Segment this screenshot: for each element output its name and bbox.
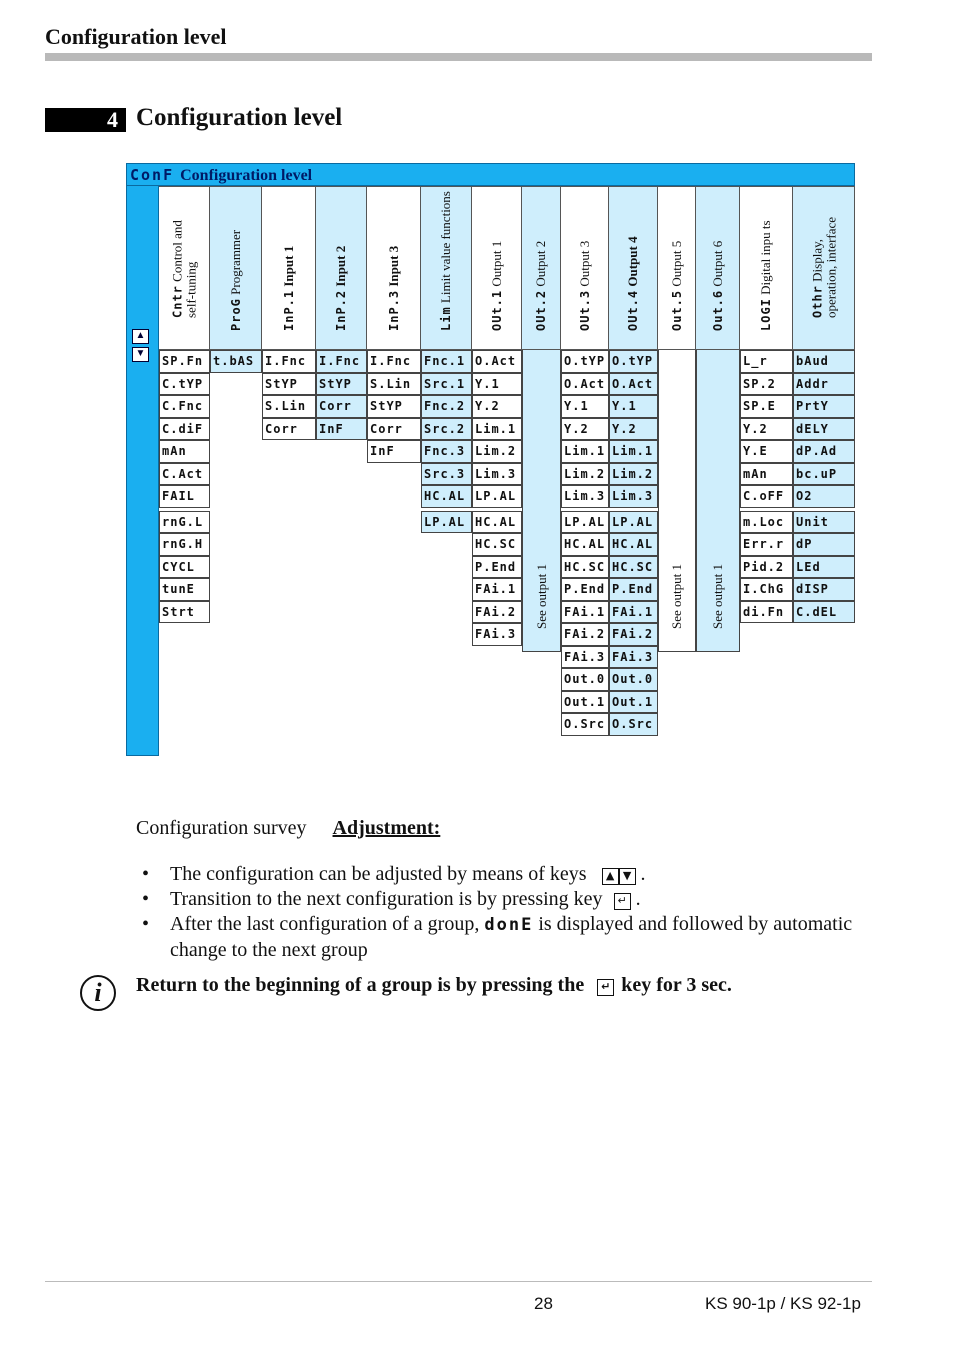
- parameter-cell: HC.AL: [472, 511, 522, 534]
- column-code: Cntr: [170, 285, 185, 318]
- parameter-cell: P.End: [609, 578, 658, 601]
- parameter-cell: Out.1: [561, 691, 609, 714]
- down-key-icon: ▼: [619, 868, 636, 885]
- footer-rule: [45, 1281, 872, 1282]
- bullet-text: After the last configuration of a group,: [170, 913, 480, 935]
- parameter-cell: t.bAS: [210, 350, 262, 373]
- column-header-text: [387, 246, 401, 331]
- column-code: OUt.4: [626, 289, 640, 331]
- bullet-text: Transition to the next configuration is by pressing key: [170, 888, 603, 910]
- page-number: 28: [534, 1294, 553, 1313]
- column-label-2: operation, interface: [823, 216, 838, 318]
- parameter-cell: P.End: [472, 556, 522, 579]
- enter-key-icon: ↵: [597, 979, 614, 996]
- see-output-text: See output 1: [710, 564, 725, 629]
- parameter-cell: Fnc.1: [421, 350, 472, 373]
- parameter-cell: O.Act: [472, 350, 522, 373]
- column-label: Output 5: [668, 240, 684, 290]
- column-header-text: [171, 220, 198, 318]
- parameter-cell: I.Fnc: [316, 350, 367, 373]
- parameter-cell: FAi.1: [561, 601, 609, 624]
- column-code: OUt.3: [577, 289, 592, 331]
- column-header-text: [626, 236, 640, 331]
- navigation-column: [126, 186, 159, 756]
- column-header-line: [810, 239, 824, 318]
- parameter-cell: StYP: [367, 395, 421, 418]
- parameter-cell: Pid.2: [740, 556, 793, 579]
- parameter-cell: Y.1: [561, 395, 609, 418]
- parameter-cell: FAi.3: [472, 623, 522, 646]
- parameter-cell: Unit: [793, 511, 855, 534]
- parameter-cell: SP.Fn: [159, 350, 210, 373]
- column-header: [421, 186, 472, 350]
- parameter-cell: LP.AL: [561, 511, 609, 534]
- parameter-cell: HC.AL: [561, 533, 609, 556]
- column-header: [472, 186, 522, 350]
- column-header-line: [670, 241, 684, 331]
- parameter-cell: StYP: [262, 373, 316, 396]
- parameter-cell: StYP: [316, 373, 367, 396]
- column-label: Control and: [169, 220, 185, 286]
- parameter-cell: I.Fnc: [367, 350, 421, 373]
- list-item: [136, 912, 856, 963]
- bullet-text: is displayed and followed by automatic change to the next group: [170, 913, 853, 961]
- column-header-line: [171, 220, 185, 318]
- column-header-text: [490, 241, 504, 331]
- column-header-line: [711, 241, 725, 331]
- parameter-cell: Lim.3: [609, 485, 658, 508]
- down-arrow-icon: ▼: [132, 347, 149, 362]
- column-header-line: [282, 246, 296, 331]
- parameter-cell: Out.1: [609, 691, 658, 714]
- column-header-line: [759, 220, 773, 331]
- parameter-cell: rnG.H: [159, 533, 210, 556]
- column-code: Othr: [810, 285, 824, 318]
- column-label: Limit value functions: [438, 191, 453, 307]
- column-header-line: [229, 230, 243, 331]
- column-header: [658, 186, 696, 350]
- column-label: Input 2: [333, 245, 348, 290]
- parameter-cell: I.ChG: [740, 578, 793, 601]
- list-item: [136, 862, 856, 887]
- parameter-cell: HC.SC: [472, 533, 522, 556]
- parameter-cell: InF: [367, 440, 421, 463]
- column-header-text: [334, 246, 348, 331]
- column-header-text: [229, 230, 243, 331]
- note-text: key for 3 sec.: [621, 974, 732, 996]
- bullet-end: .: [640, 863, 646, 885]
- parameter-cell: SP.E: [740, 395, 793, 418]
- parameter-cell: P.End: [561, 578, 609, 601]
- parameter-cell: Src.3: [421, 463, 472, 486]
- column-label: Output 6: [709, 240, 725, 290]
- parameter-cell: O.Src: [609, 713, 658, 736]
- column-label: Input 1: [280, 245, 296, 290]
- parameter-cell: m.Loc: [740, 511, 793, 534]
- parameter-cell: C.diF: [159, 418, 210, 441]
- parameter-cell: LP.AL: [609, 511, 658, 534]
- parameter-cell: C.tYP: [159, 373, 210, 396]
- parameter-cell: Y.1: [472, 373, 522, 396]
- column-header: [316, 186, 367, 350]
- parameter-cell: O2: [793, 485, 855, 508]
- column-header: [522, 186, 561, 350]
- parameter-cell: O.Src: [561, 713, 609, 736]
- parameter-cell: FAi.2: [561, 623, 609, 646]
- parameter-cell: Lim.2: [472, 440, 522, 463]
- column-header-line: [387, 246, 401, 331]
- parameter-cell: FAIL: [159, 485, 210, 508]
- parameter-cell: O.Act: [609, 373, 658, 396]
- parameter-cell: Fnc.2: [421, 395, 472, 418]
- parameter-cell: LEd: [793, 556, 855, 579]
- parameter-cell: Y.2: [609, 418, 658, 441]
- parameter-cell: SP.2: [740, 373, 793, 396]
- running-header-title: Configuration level: [45, 24, 227, 49]
- column-header: [561, 186, 609, 350]
- table-header: [126, 163, 855, 186]
- parameter-cell: Src.1: [421, 373, 472, 396]
- parameter-cell: Y.2: [561, 418, 609, 441]
- adjustment-heading: Adjustment:: [332, 817, 441, 839]
- parameter-cell: FAi.2: [472, 601, 522, 624]
- parameter-cell: Lim.2: [561, 463, 609, 486]
- conf-label: Configuration level: [180, 167, 313, 184]
- parameter-cell: HC.AL: [421, 485, 472, 508]
- parameter-cell: C.dEL: [793, 601, 855, 624]
- section-number: 4: [45, 108, 126, 132]
- list-item: [136, 887, 856, 912]
- column-header-line: [439, 191, 453, 331]
- column-label: Output 3: [576, 240, 592, 290]
- parameter-cell: Out.0: [561, 668, 609, 691]
- model-name: KS 90-1p / KS 92-1p: [705, 1294, 861, 1313]
- configuration-survey: [136, 817, 440, 840]
- column-code: OUt.1: [489, 289, 504, 331]
- column-header-text: [578, 241, 592, 331]
- enter-key-icon: ↵: [614, 893, 631, 910]
- column-header-line: [490, 241, 504, 331]
- see-output-cell: [696, 350, 740, 652]
- parameter-cell: FAi.1: [609, 601, 658, 624]
- parameter-cell: Corr: [316, 395, 367, 418]
- column-header: [740, 186, 793, 350]
- parameter-cell: HC.AL: [609, 533, 658, 556]
- parameter-cell: LP.AL: [472, 485, 522, 508]
- parameter-cell: Corr: [262, 418, 316, 441]
- see-output-text: See output 1: [533, 564, 549, 629]
- parameter-cell: di.Fn: [740, 601, 793, 624]
- parameter-cell: O.Act: [561, 373, 609, 396]
- column-label: Programmer: [227, 229, 243, 299]
- column-header-text: [810, 217, 837, 318]
- column-header-text: [759, 220, 773, 331]
- info-icon: i: [80, 975, 116, 1011]
- parameter-cell: FAi.3: [561, 646, 609, 669]
- column-header: [696, 186, 740, 350]
- parameter-cell: Lim.1: [561, 440, 609, 463]
- column-code: Out.5: [669, 289, 684, 331]
- column-header: [367, 186, 421, 350]
- parameter-cell: Strt: [159, 601, 210, 624]
- column-code: LOGI: [759, 298, 773, 331]
- parameter-cell: FAi.1: [472, 578, 522, 601]
- parameter-cell: dELY: [793, 418, 855, 441]
- column-label: Digital inpu ts: [758, 220, 773, 299]
- bullet-end: .: [635, 888, 641, 910]
- column-header: [159, 186, 210, 350]
- parameter-cell: FAi.2: [609, 623, 658, 646]
- conf-code: ConF: [130, 166, 175, 184]
- column-header: [210, 186, 262, 350]
- column-header: [793, 186, 855, 350]
- up-key-icon: ▲: [602, 868, 619, 885]
- column-code: OUt.2: [534, 289, 548, 331]
- column-header-text: [711, 241, 725, 331]
- column-label-2: self-tuning: [183, 261, 199, 318]
- parameter-cell: Lim.1: [472, 418, 522, 441]
- parameter-cell: mAn: [740, 463, 793, 486]
- parameter-cell: dP.Ad: [793, 440, 855, 463]
- note-text: Return to the beginning of a group is by pressing the: [136, 974, 585, 996]
- column-label: Display,: [809, 238, 824, 286]
- parameter-cell: LP.AL: [421, 511, 472, 534]
- parameter-cell: HC.SC: [561, 556, 609, 579]
- column-code: InP.3: [386, 289, 401, 331]
- column-code: Out.6: [710, 289, 725, 331]
- parameter-cell: C.Act: [159, 463, 210, 486]
- column-header-text: [534, 241, 548, 331]
- parameter-cell: O.tYP: [561, 350, 609, 373]
- column-label: Output 2: [533, 240, 548, 290]
- column-header-line: [626, 236, 640, 331]
- parameter-cell: Lim.1: [609, 440, 658, 463]
- column-header-line: [578, 241, 592, 331]
- column-header-line: [534, 241, 548, 331]
- up-arrow-icon: ▲: [132, 329, 149, 344]
- parameter-cell: Addr: [793, 373, 855, 396]
- parameter-cell: bAud: [793, 350, 855, 373]
- parameter-cell: Y.2: [740, 418, 793, 441]
- parameter-cell: dP: [793, 533, 855, 556]
- parameter-cell: dISP: [793, 578, 855, 601]
- column-code: ProG: [228, 298, 243, 331]
- parameter-cell: FAi.3: [609, 646, 658, 669]
- parameter-cell: mAn: [159, 440, 210, 463]
- see-output-cell: [522, 350, 561, 652]
- parameter-cell: bc.uP: [793, 463, 855, 486]
- column-header: [262, 186, 316, 350]
- parameter-cell: Lim.3: [561, 485, 609, 508]
- adjustment-list: [136, 862, 856, 963]
- done-code: donE: [484, 915, 534, 935]
- parameter-cell: L_r: [740, 350, 793, 373]
- column-header-line: [334, 246, 348, 331]
- parameter-cell: CYCL: [159, 556, 210, 579]
- column-label: Output 4: [625, 236, 640, 290]
- parameter-cell: Out.0: [609, 668, 658, 691]
- parameter-cell: rnG.L: [159, 511, 210, 534]
- parameter-cell: Y.E: [740, 440, 793, 463]
- parameter-cell: Corr: [367, 418, 421, 441]
- parameter-cell: O.tYP: [609, 350, 658, 373]
- parameter-cell: I.Fnc: [262, 350, 316, 373]
- header-rule: [45, 53, 872, 61]
- column-code: InP.1: [281, 289, 296, 331]
- configuration-table: [126, 163, 855, 756]
- column-header: [609, 186, 658, 350]
- return-note: [136, 974, 732, 997]
- parameter-cell: Err.r: [740, 533, 793, 556]
- column-header-text: [282, 246, 296, 331]
- parameter-cell: Y.2: [472, 395, 522, 418]
- parameter-cell: InF: [316, 418, 367, 441]
- column-code: Lim: [439, 306, 453, 331]
- bullet-text: The configuration can be adjusted by means of keys: [170, 863, 587, 885]
- column-code: InP.2: [334, 289, 348, 331]
- column-label: Input 3: [385, 245, 401, 290]
- parameter-cell: Fnc.3: [421, 440, 472, 463]
- see-output-text: See output 1: [669, 564, 684, 629]
- column-header-text: [439, 191, 453, 331]
- parameter-cell: Lim.2: [609, 463, 658, 486]
- section-title: Configuration level: [136, 104, 343, 131]
- see-output-cell: [658, 350, 696, 652]
- parameter-cell: Lim.3: [472, 463, 522, 486]
- column-label: Output 1: [488, 240, 504, 290]
- parameter-cell: C.Fnc: [159, 395, 210, 418]
- parameter-cell: tunE: [159, 578, 210, 601]
- parameter-cell: Src.2: [421, 418, 472, 441]
- parameter-cell: C.oFF: [740, 485, 793, 508]
- parameter-cell: Y.1: [609, 395, 658, 418]
- parameter-cell: S.Lin: [367, 373, 421, 396]
- column-header-text: [670, 241, 684, 331]
- parameter-cell: S.Lin: [262, 395, 316, 418]
- parameter-cell: HC.SC: [609, 556, 658, 579]
- parameter-cell: PrtY: [793, 395, 855, 418]
- survey-label: Configuration survey: [136, 817, 307, 839]
